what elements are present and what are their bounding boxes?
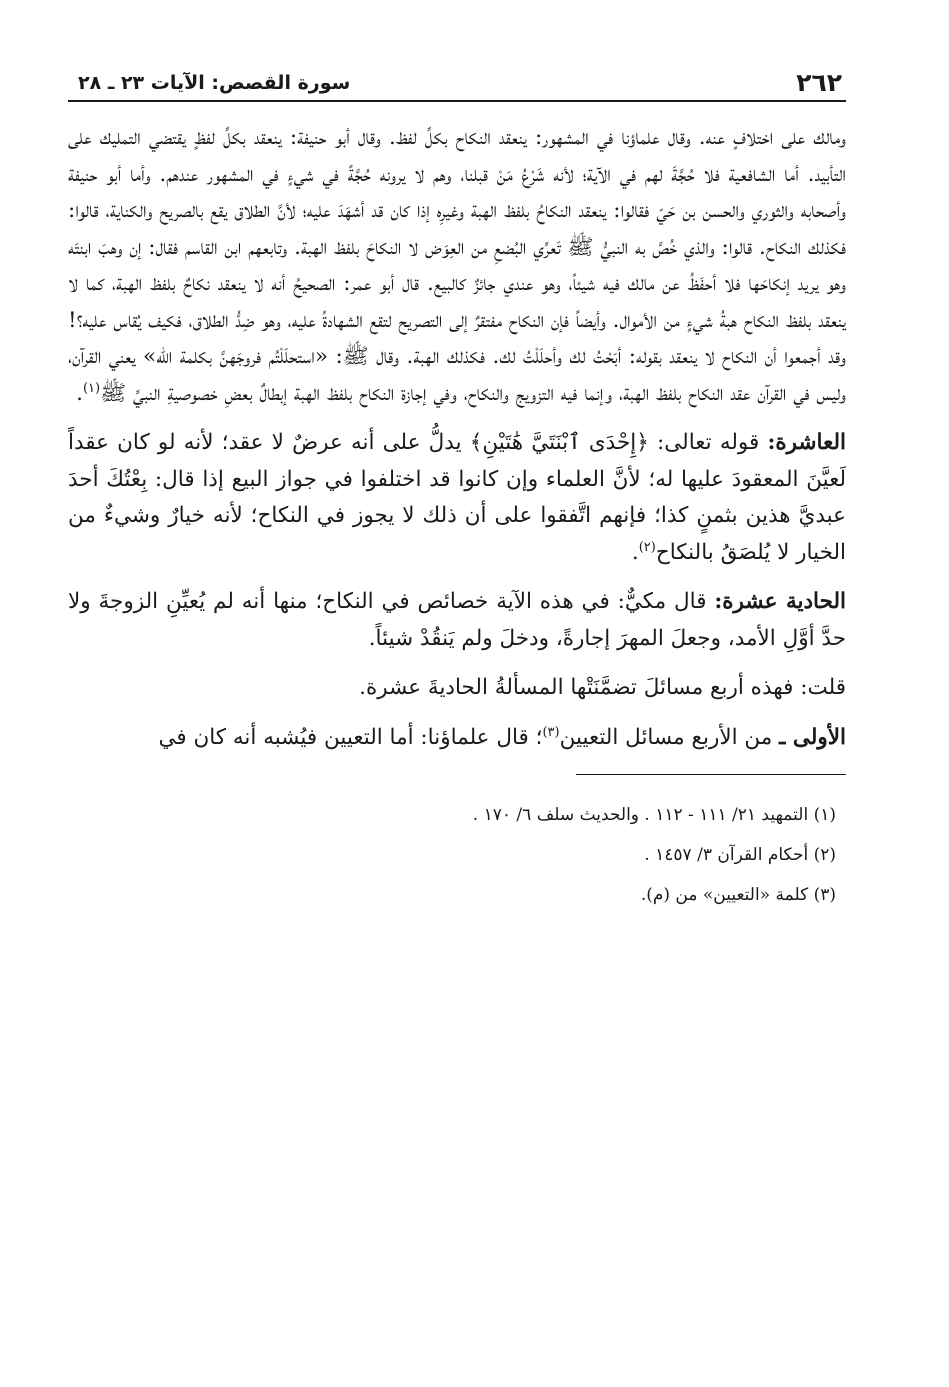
paragraph-1: ومالك على اختلافٍ عنه. وقال علماؤنا في المشهور: ينعقد النكاح بكلِّ لفظ. وقال أبو حنيفة: ينعقد بكلِّ لفظٍ يقتضي التمليك على التأبيد. أما الشافعية فلا حُجَّةَ لهم في الآية؛ لأنه شَرْعُ مَنْ قبلنا، وهم لا يرونه حُجَّةً في شيءٍ في المشهور عندهم. وأما أبو حنيفة وأصحابه والثوري والحسن بن حَيّ فقالوا: ينعقد النكاحُ بلفظ الهبة وغيرِه إذا كان قد أشهَدَ عليه؛ لأنَّ الطلاق يقع بالصريح والكناية، قالوا: فكذلك النكاح. قالوا: والذي خُصَّ به النبيُّ ﷺ تَعرِّي البُضعِ من العِوَض لا النكاحَ بلفظ الهبة. وتابعهم ابن القاسم فقال: إن وهبَ ابنتَه وهو يريد إنكاحَها فلا أحفَظُ عن مالك فيه شيئاً، وهو عندي جائزٌ كالبيع. قال أبو عمر: الصحيحُ أنه لا ينعقد نكاحٌ بلفظ الهبة، كما لا ينعقد بلفظ النكاح هبةُ شيءٍ من الأموال. وأيضاً فإن النكاح مفتقرٌ إلى التصريح لتقع الشهادةُ عليه، وهو ضِدُّ الطلاق، فكيف يُقاس عليه؟! وقد أجمعوا أن النكاح لا ينعقد بقوله: أبَحْتُ لك وأحلَلْتُ لك. فكذلك الهبة. وقال ﷺ: «استحلَلْتُم فروجَهنَّ بكلمة الله» يعني القرآن، وليس في القرآن عقد النكاح بلفظ الهبة، وإنما فيه التزويج والنكاح، وفي إجازة النكاح بلفظ الهبة إبطالٌ بعضِ خصوصيةِ النبيِّ ﷺ$^{(١)}$. [68,125,846,406]
paragraph-1-text: ومالك على اختلافٍ عنه. وقال علماؤنا في المشهور: ينعقد النكاح بكلِّ لفظ. وقال أبو حنيفة: ينعقد بكلِّ لفظٍ يقتضي التمليك على التأبيد. أما الشافعية فلا حُجَّةَ لهم في الآية؛ لأنه شَرْعُ مَنْ قبلنا، وهم لا يرونه حُجَّةً في شيءٍ في المشهور عندهم. وأما أبو حنيفة وأصحابه والثوري والحسن بن حَيّ فقالوا: ينعقد النكاحُ بلفظ الهبة وغيرِه إذا كان قد أشهَدَ عليه؛ لأنَّ الطلاق يقع بالصريح والكناية، قالوا: فكذلك النكاح. قالوا: والذي خُصَّ به النبيُّ ﷺ تَعرِّي البُضعِ من العِوَض لا النكاحَ بلفظ الهبة. وتابعهم ابن القاسم فقال: إن وهبَ ابنتَه وهو يريد إنكاحَها فلا أحفَظُ عن مالك فيه شيئاً، وهو عندي جائزٌ كالبيع. قال أبو عمر: الصحيحُ أنه لا ينعقد نكاحٌ بلفظ الهبة، كما لا ينعقد بلفظ النكاح هبةُ شيءٍ من الأموال. وأيضاً فإن النكاح مفتقرٌ إلى التصريح لتقع الشهادةُ عليه، وهو ضِدُّ الطلاق، فكيف يُقاس عليه؟! وقد أجمعوا أن النكاح لا ينعقد بقوله: أبَحْتُ لك وأحلَلْتُ لك. فكذلك الهبة. وقال ﷺ: «استحلَلْتُم فروجَهنَّ بكلمة الله» يعني القرآن، وليس في القرآن عقد النكاح بلفظ الهبة، وإنما فيه التزويج والنكاح، وفي إجازة النكاح بلفظ الهبة إبطالٌ بعضِ خصوصيةِ النبيِّ ﷺ [68,125,846,406]
heading-first: الأولى ـ [779,724,846,750]
book-page [68,60,846,923]
quran-verse: ﴿إِحْدَى ٱبْنَتَيَّ هَٰتَيْنِ﴾ [469,430,649,455]
paragraph-eleventh [68,584,846,657]
paragraph-first [68,720,846,757]
paragraph-tenth-text: يدلُّ على أنه عرضٌ لا عقد؛ لأنه لو كان عقداً لَعيَّنَ المعقودَ عليها له؛ لأنَّ العلماء وإن كانوا قد اختلفوا في جواز البيع إذا قال: بِعْتُكَ أحدَ عبديَّ هذين بثمنٍ كذا؛ فإنهم اتَّفقوا على أن ذلك لا يجوز في النكاح؛ لأنه خيارٌ وشيءٌ من الخيار لا يُلصَقُ بالنكاح [68,430,846,565]
paragraph-note [68,670,846,707]
paragraph-tenth: العاشرة: قوله تعالى: ﴿إِحْدَى ٱبْنَتَيَّ هَٰتَيْنِ﴾ يدلُّ على أنه عرضٌ لا عقد؛ لأنه لو كان عقداً لَعيَّنَ المعقودَ عليها له؛ لأنَّ العلماء وإن كانوا قد اختلفوا في جواز البيع إذا قال: بِعْتُكَ أحدَ عبديَّ هذين بثمنٍ كذا؛ فإنهم اتَّفقوا على أن ذلك لا يجوز في النكاح؛ لأنه خيارٌ وشيءٌ من الخيار لا يُلصَقُ بالنكاح$^{(٢)}$. [68,430,846,565]
heading-eleventh: الحادية عشرة: [714,589,846,614]
footnote-ref-3: (٣) [542,724,560,740]
running-title: سورة القصص: الآيات ٢٣ ـ ٢٨ [78,72,351,94]
paragraph-note-text: قلت: فهذه أربع مسائلَ تضمَّنَتْها المسألةُ الحاديةَ عشرة. [359,675,846,700]
paragraph-first-text: ؛ قال علماؤنا: أما التعيين فيُشبه أنه كان في [158,724,543,750]
footnote-1: (١) التمهيد ٢١/ ١١١ - ١١٢ . والحديث سلف ٦/ ١٧٠ . [472,805,836,825]
footnote-2: (٢) أحكام القرآن ٣/ ١٤٥٧ . [644,845,836,865]
paragraph-first-intro: من الأربع مسائل التعيين [559,724,780,750]
footnote-ref-2: (٢) [638,539,656,555]
page-number: ٢٦٢ [796,68,842,97]
footnote-divider [576,774,846,775]
page-header [68,60,846,102]
paragraph-eleventh-text: قال مكيٌّ: في هذه الآية خصائص في النكاح؛ منها أنه لم يُعيِّنِ الزوجةَ ولا حدَّ أوَّلِ الأمد، وجعلَ المهرَ إجارةً، ودخلَ ولم يَنقُدْ شيئاً. [68,589,846,651]
footnote-3: (٣) كلمة «التعيين» من (م). [640,885,836,905]
footnote-ref-1: (١) [82,380,101,396]
paragraph-tenth-intro: قوله تعالى: [648,430,768,455]
main-text [68,120,846,756]
heading-tenth: العاشرة: [767,430,846,455]
footnotes [68,803,846,907]
